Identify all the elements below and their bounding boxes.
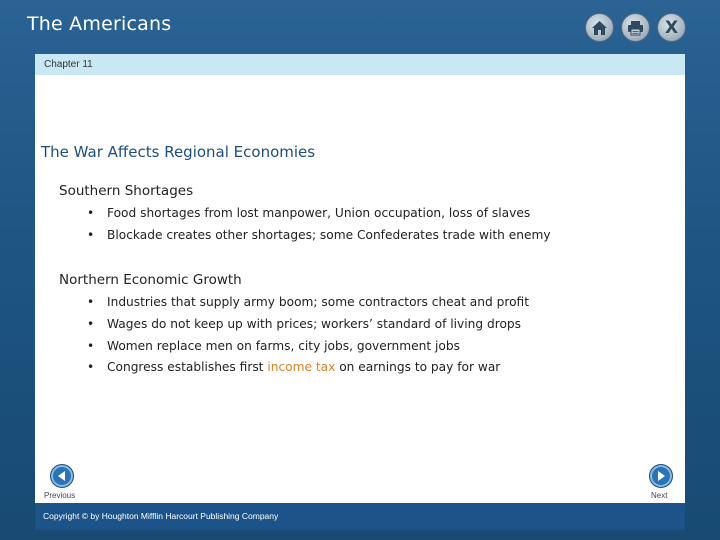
bullet-dot: • <box>87 206 95 220</box>
previous-label[interactable]: Previous <box>44 491 76 500</box>
chapter-bar <box>35 54 685 75</box>
bullet-dot: • <box>87 360 95 374</box>
arrow-left-icon <box>56 470 68 482</box>
section-title-southern: Southern Shortages <box>59 183 194 199</box>
bullet-dot: • <box>87 295 95 309</box>
next-button[interactable] <box>649 464 673 488</box>
chapter-label: Chapter 11 <box>44 59 93 70</box>
list-item: • Wages do not keep up with prices; workers’ standard of living drops <box>87 317 521 331</box>
section-title-northern: Northern Economic Growth <box>59 272 242 288</box>
bullet-dot: • <box>87 317 95 331</box>
print-icon <box>627 20 644 36</box>
next-label[interactable]: Next <box>651 491 668 500</box>
slide-heading: The War Affects Regional Economies <box>41 143 316 161</box>
slide-panel <box>35 54 685 530</box>
list-item: • Women replace men on farms, city jobs, government jobs <box>87 339 460 353</box>
copyright-text: Copyright © by Houghton Mifflin Harcourt Publishing Company <box>43 511 279 521</box>
app-title: The Americans <box>27 13 172 35</box>
bullet-dot: • <box>87 228 95 242</box>
income-tax-term[interactable]: income tax <box>267 360 336 374</box>
close-button[interactable] <box>657 13 686 42</box>
arrow-right-icon <box>655 470 667 482</box>
close-icon: X <box>664 17 679 38</box>
previous-button[interactable] <box>50 464 74 488</box>
footer-bar <box>35 503 685 530</box>
bullet-dot: • <box>87 339 95 353</box>
list-item: • Congress establishes first income tax on earnings to pay for war <box>87 360 501 374</box>
list-item: • Industries that supply army boom; some contractors cheat and profit <box>87 295 529 309</box>
home-button[interactable] <box>585 13 614 42</box>
print-button[interactable] <box>621 13 650 42</box>
list-item: • Food shortages from lost manpower, Union occupation, loss of slaves <box>87 206 531 220</box>
list-item: • Blockade creates other shortages; some Confederates trade with enemy <box>87 228 551 242</box>
home-icon <box>591 20 608 36</box>
